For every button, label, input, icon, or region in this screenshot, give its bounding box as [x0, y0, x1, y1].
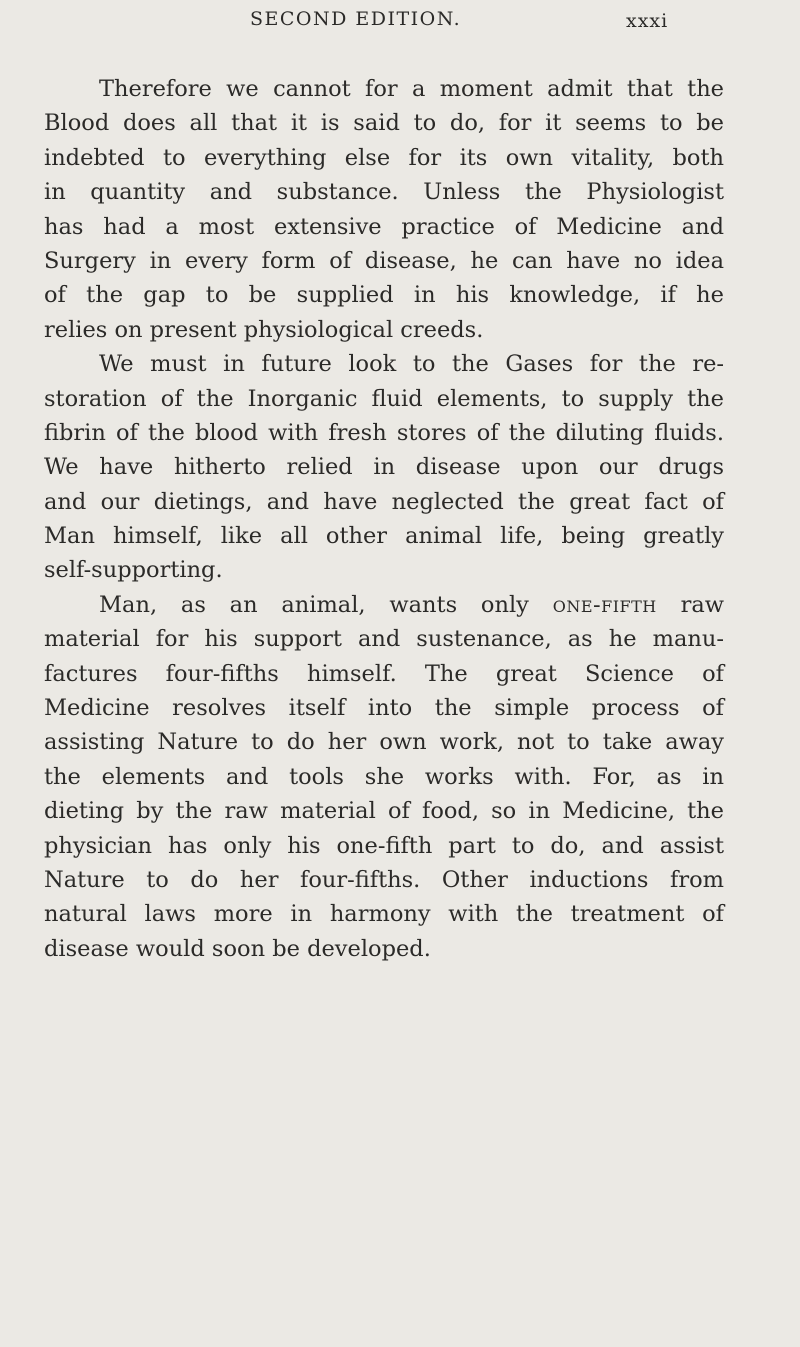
text-line: self-supporting.	[44, 557, 223, 584]
text-line: Therefore we cannot for a moment admit that the	[99, 76, 724, 102]
text-line: has had a most extensive practice of Medicine and	[44, 213, 724, 240]
text-line: assisting Nature to do her own work, not to take away	[44, 729, 724, 756]
running-title: SECOND EDITION.	[250, 8, 462, 30]
text-line: Surgery in every form of disease, he can have no idea	[44, 247, 724, 274]
text-line: relies on present physiological creeds.	[44, 316, 484, 343]
text-line: Man himself, like all other animal life, being greatly	[44, 523, 724, 550]
text-line: natural laws more in harmony with the treatment of	[44, 901, 724, 928]
text-fragment: Man, as an animal, wants only	[99, 591, 529, 618]
text-line: indebted to everything else for its own vitality, both	[44, 144, 724, 171]
body-text	[44, 72, 724, 966]
text-line: We have hitherto relied in disease upon our drugs	[44, 454, 724, 481]
paragraph-2	[44, 347, 724, 588]
text-line: We must in future look to the Gases for the re-	[99, 351, 724, 378]
text-line: storation of the Inorganic fluid elements, to supply the	[44, 385, 724, 412]
text-line: the elements and tools she works with. For, as in	[44, 763, 724, 790]
text-line: disease would soon be developed.	[44, 935, 431, 962]
text-line	[44, 588, 724, 622]
text-line: of the gap to be supplied in his knowledge, if he	[44, 282, 724, 309]
text-line: physician has only his one-fifth part to do, and assist	[44, 832, 724, 859]
small-caps-emphasis: one-fifth	[552, 591, 657, 618]
paragraph-3	[44, 588, 724, 966]
text-line: material for his support and sustenance, as he manu-	[44, 626, 724, 653]
text-line: Medicine resolves itself into the simple process of	[44, 695, 724, 722]
paragraph-1	[44, 72, 724, 347]
text-line: in quantity and substance. Unless the Physiologist	[44, 179, 724, 206]
text-line: Blood does all that it is said to do, for it seems to be	[44, 110, 724, 137]
running-head	[0, 8, 800, 48]
text-line: Nature to do her four-fifths. Other inductions from	[44, 866, 724, 893]
text-line: fibrin of the blood with fresh stores of the diluting fluids.	[44, 419, 724, 446]
page-number: xxxi	[626, 10, 669, 32]
text-line: and our dietings, and have neglected the great fact of	[44, 488, 724, 515]
text-fragment: raw	[680, 591, 725, 618]
text-line: factures four-fifths himself. The great Science of	[44, 660, 724, 687]
text-line: dieting by the raw material of food, so in Medicine, the	[44, 798, 724, 825]
